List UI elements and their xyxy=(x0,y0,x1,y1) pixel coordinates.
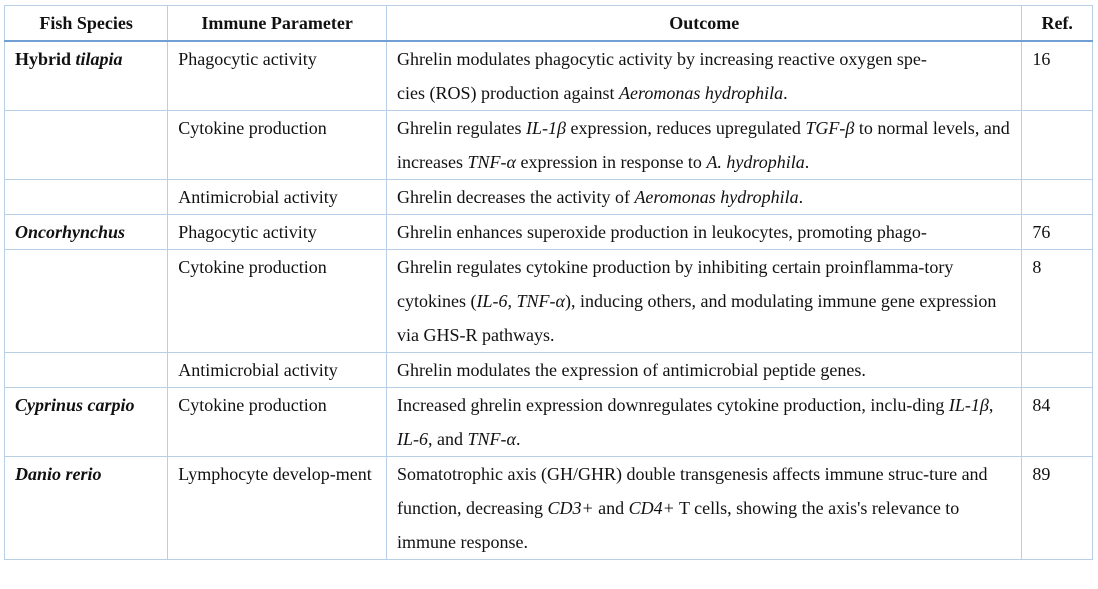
species-cell xyxy=(5,111,168,180)
species-cell xyxy=(5,457,168,560)
outcome-cell xyxy=(387,353,1022,388)
ref-cell xyxy=(1022,353,1093,388)
outcome-text: . xyxy=(783,83,788,103)
outcome-cell xyxy=(387,250,1022,353)
outcome-text: to normal levels, and increases xyxy=(397,118,1010,172)
parameter-cell: Lymphocyte develop-ment xyxy=(168,457,387,560)
outcome-italic: CD3+ xyxy=(547,498,594,518)
table-row xyxy=(5,111,1093,180)
outcome-text: Ghrelin modulates phagocytic activity by increasing reactive oxygen spe- xyxy=(397,49,927,69)
header-ref: Ref. xyxy=(1022,6,1093,42)
species-name-italic: Oncorhynchus xyxy=(15,222,126,242)
outcome-text: and xyxy=(593,498,629,518)
outcome-italic: TNF-α xyxy=(467,152,516,172)
outcome-text: . xyxy=(516,429,521,449)
species-name: Hybrid xyxy=(15,49,76,69)
table-row xyxy=(5,180,1093,215)
outcome-text: Ghrelin regulates xyxy=(397,118,526,138)
ref-cell xyxy=(1022,180,1093,215)
header-fish-species: Fish Species xyxy=(5,6,168,42)
table-row xyxy=(5,250,1093,353)
parameter-cell: Cytokine production xyxy=(168,111,387,180)
outcome-italic: CD4+ xyxy=(628,498,675,518)
outcome-text: . xyxy=(804,152,810,172)
table-row xyxy=(5,457,1093,560)
outcome-italic: Aeromonas hydrophila xyxy=(619,83,784,103)
outcome-cell xyxy=(387,457,1022,560)
species-cell xyxy=(5,388,168,457)
outcome-text: . xyxy=(798,187,804,207)
outcome-text: Ghrelin decreases the activity of xyxy=(397,187,635,207)
outcome-text: ), inducing others, and modulating immune gene expression via GHS-R pathways. xyxy=(397,291,997,345)
outcome-italic: TGF-β xyxy=(805,118,855,138)
outcome-text: cies (ROS) production against xyxy=(397,83,619,103)
ref-cell: 8 xyxy=(1022,250,1093,353)
header-outcome: Outcome xyxy=(387,6,1022,42)
outcome-text: Ghrelin enhances superoxide production in leukocytes, promoting phago- xyxy=(397,222,927,242)
species-name-italic: tilapia xyxy=(75,49,123,69)
parameter-cell: Phagocytic activity xyxy=(168,41,387,111)
outcome-text: expression, reduces upregulated xyxy=(565,118,806,138)
outcome-text: T cells, showing the axis's relevance to immune response. xyxy=(397,498,960,552)
outcome-cell xyxy=(387,388,1022,457)
outcome-text: , xyxy=(988,395,994,415)
outcome-italic: A. hydrophila xyxy=(706,152,805,172)
parameter-cell: Antimicrobial activity xyxy=(168,353,387,388)
table-row xyxy=(5,388,1093,457)
parameter-cell: Phagocytic activity xyxy=(168,215,387,250)
outcome-text: expression in response to xyxy=(515,152,707,172)
outcome-italic: TNF-α xyxy=(467,429,516,449)
species-cell xyxy=(5,353,168,388)
outcome-italic: IL-6 xyxy=(476,291,508,311)
outcome-italic: Aeromonas hydrophila xyxy=(634,187,799,207)
immune-parameters-table xyxy=(4,5,1093,560)
outcome-cell xyxy=(387,41,1022,111)
outcome-italic: TNF-α xyxy=(516,291,565,311)
ref-cell xyxy=(1022,111,1093,180)
outcome-text: , xyxy=(507,291,517,311)
ref-cell: 84 xyxy=(1022,388,1093,457)
table-row xyxy=(5,353,1093,388)
species-cell xyxy=(5,180,168,215)
header-immune-parameter: Immune Parameter xyxy=(168,6,387,42)
outcome-cell xyxy=(387,215,1022,250)
outcome-text: Somatotrophic axis (GH/GHR) double transgenesis affects immune struc-ture and function, decreasing xyxy=(397,464,988,518)
species-cell xyxy=(5,250,168,353)
outcome-text: , and xyxy=(428,429,468,449)
ref-cell: 16 xyxy=(1022,41,1093,111)
outcome-cell xyxy=(387,180,1022,215)
ref-cell: 76 xyxy=(1022,215,1093,250)
ref-cell: 89 xyxy=(1022,457,1093,560)
table-row xyxy=(5,215,1093,250)
outcome-text: Ghrelin regulates cytokine production by inhibiting certain proinflamma-tory cytokines ( xyxy=(397,257,954,311)
species-name-italic: Cyprinus carpio xyxy=(15,395,135,415)
species-name-italic: Danio rerio xyxy=(15,464,102,484)
outcome-italic: IL-1β xyxy=(948,395,989,415)
outcome-italic: IL-6 xyxy=(397,429,429,449)
species-cell xyxy=(5,215,168,250)
parameter-cell: Cytokine production xyxy=(168,388,387,457)
outcome-cell xyxy=(387,111,1022,180)
outcome-text: Ghrelin modulates the expression of antimicrobial peptide genes. xyxy=(397,360,866,380)
outcome-text: Increased ghrelin expression downregulates cytokine production, inclu-ding xyxy=(397,395,949,415)
table-row xyxy=(5,41,1093,111)
outcome-italic: IL-1β xyxy=(525,118,566,138)
table-header-row xyxy=(5,6,1093,42)
parameter-cell: Cytokine production xyxy=(168,250,387,353)
outcome-clip xyxy=(397,215,1011,249)
species-cell xyxy=(5,41,168,111)
parameter-cell: Antimicrobial activity xyxy=(168,180,387,215)
